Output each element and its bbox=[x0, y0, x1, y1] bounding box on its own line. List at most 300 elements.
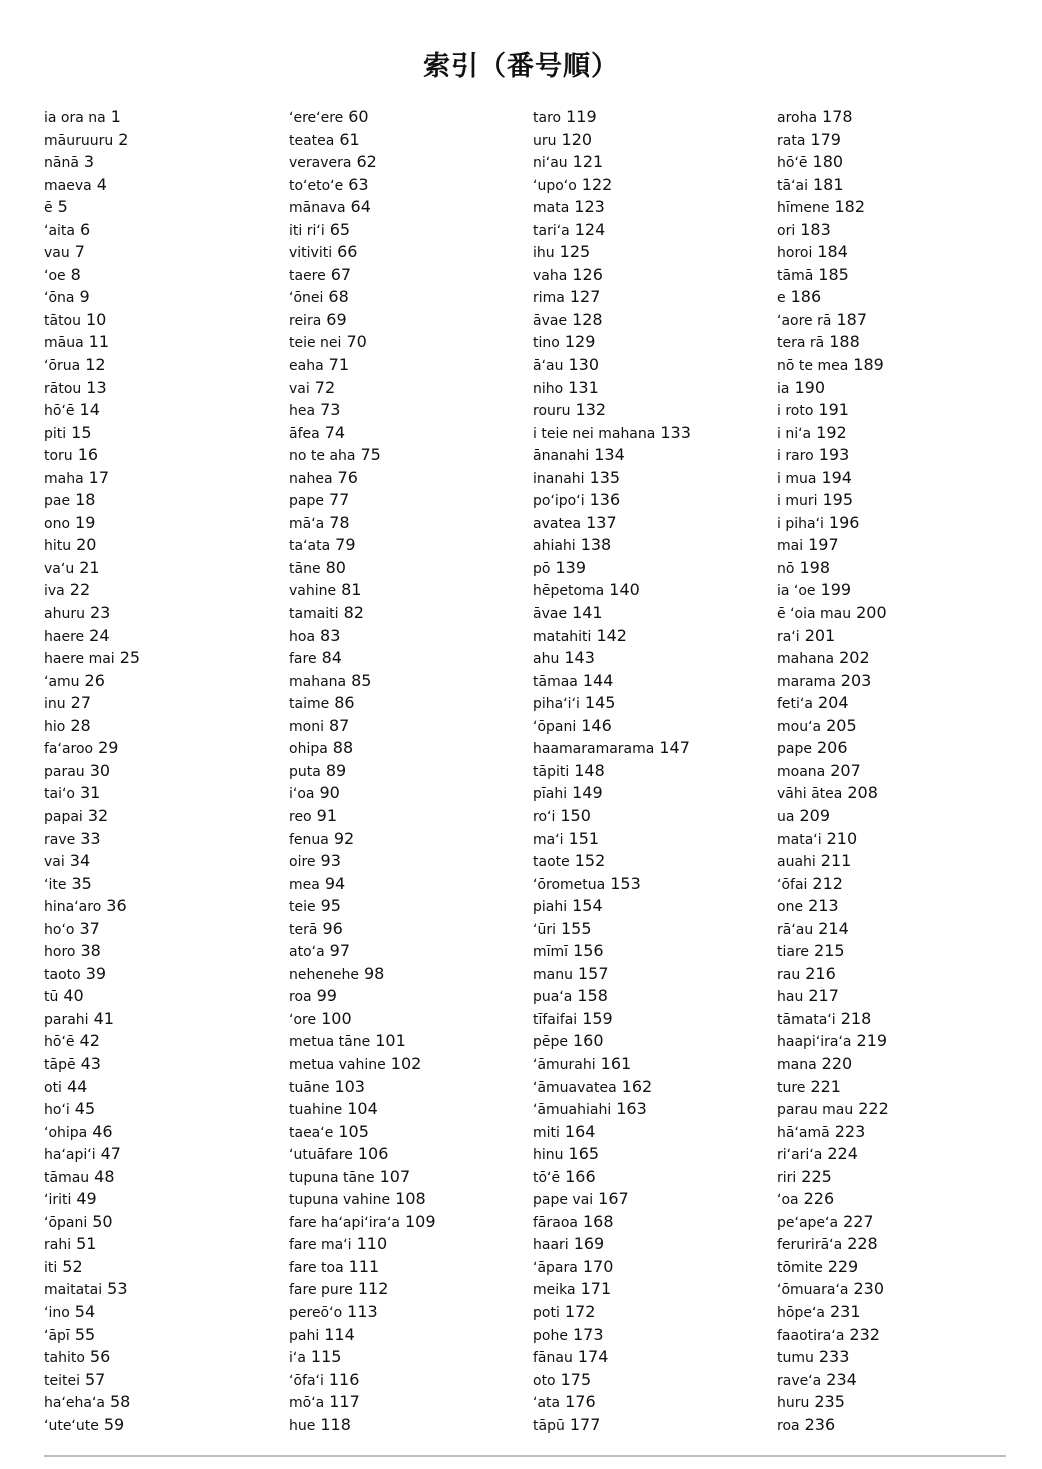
entry-number: 37 bbox=[79, 918, 100, 938]
index-entry bbox=[777, 422, 1021, 445]
entry-word: papai bbox=[44, 808, 83, 825]
entry-word: pereōʻo bbox=[289, 1304, 343, 1321]
entry-word: toʻetoʻe bbox=[289, 177, 344, 194]
entry-word: ʻoa bbox=[777, 1192, 799, 1209]
entry-word: fānau bbox=[533, 1350, 573, 1367]
index-entry bbox=[533, 196, 777, 219]
entry-word: rahi bbox=[44, 1237, 72, 1254]
entry-number: 98 bbox=[363, 963, 385, 983]
index-entry bbox=[777, 805, 1021, 828]
entry-number: 173 bbox=[572, 1324, 604, 1344]
entry-number: 64 bbox=[350, 197, 371, 217]
index-entry bbox=[44, 331, 288, 354]
index-entry bbox=[289, 1098, 533, 1121]
index-entry bbox=[533, 805, 777, 828]
entry-number: 105 bbox=[338, 1121, 369, 1141]
index-entry bbox=[289, 106, 533, 129]
entry-word: pō bbox=[533, 560, 551, 577]
entry-number: 180 bbox=[812, 152, 844, 172]
entry-number: 188 bbox=[829, 332, 860, 352]
index-entry bbox=[533, 241, 777, 264]
entry-number: 77 bbox=[328, 490, 350, 510]
entry-number: 47 bbox=[100, 1144, 121, 1164]
index-entry bbox=[44, 354, 288, 377]
index-entry bbox=[44, 985, 288, 1008]
entry-number: 157 bbox=[577, 963, 609, 983]
entry-number: 20 bbox=[76, 535, 97, 555]
index-entry bbox=[533, 963, 777, 986]
entry-word: ture bbox=[777, 1079, 806, 1096]
index-entry bbox=[533, 737, 777, 760]
entry-word: teitei bbox=[44, 1372, 80, 1389]
index-entry bbox=[289, 1053, 533, 1076]
index-entry bbox=[44, 422, 288, 445]
index-entry bbox=[44, 1008, 288, 1031]
index-entry bbox=[777, 647, 1021, 670]
entry-number: 97 bbox=[329, 941, 351, 961]
entry-number: 230 bbox=[853, 1279, 885, 1299]
entry-number: 34 bbox=[69, 851, 91, 871]
entry-number: 49 bbox=[76, 1189, 97, 1209]
entry-word: tumu bbox=[777, 1350, 814, 1367]
entry-word: hinaʻaro bbox=[44, 899, 102, 916]
index-entry bbox=[44, 895, 288, 918]
index-entry bbox=[289, 422, 533, 445]
index-entry bbox=[44, 377, 288, 400]
index-entry bbox=[44, 1256, 288, 1279]
index-entry bbox=[289, 1188, 533, 1211]
entry-word: ia ora na bbox=[44, 110, 106, 126]
index-entry bbox=[777, 760, 1021, 783]
entry-word: iʻa bbox=[289, 1350, 306, 1367]
index-entry bbox=[44, 579, 288, 602]
entry-number: 171 bbox=[580, 1279, 612, 1299]
entry-number: 43 bbox=[80, 1053, 101, 1073]
index-entry bbox=[533, 1121, 777, 1144]
index-entry bbox=[44, 129, 288, 152]
entry-word: vahine bbox=[289, 583, 337, 600]
entry-number: 152 bbox=[574, 851, 606, 871]
index-entry bbox=[289, 737, 533, 760]
index-entry bbox=[777, 963, 1021, 986]
index-entry bbox=[777, 873, 1021, 896]
index-entry bbox=[289, 219, 533, 242]
index-entry bbox=[533, 512, 777, 535]
entry-number: 202 bbox=[839, 648, 870, 668]
entry-number: 231 bbox=[829, 1301, 861, 1321]
entry-number: 216 bbox=[805, 963, 836, 983]
entry-number: 190 bbox=[794, 377, 826, 397]
entry-word: fare toa bbox=[289, 1259, 344, 1276]
entry-word: horoi bbox=[777, 245, 813, 262]
entry-number: 175 bbox=[560, 1369, 592, 1389]
index-entry bbox=[533, 1211, 777, 1234]
entry-number: 117 bbox=[329, 1392, 360, 1412]
entry-number: 198 bbox=[799, 557, 830, 577]
index-entry bbox=[777, 985, 1021, 1008]
index-entry bbox=[44, 241, 288, 264]
entry-number: 42 bbox=[79, 1031, 100, 1051]
entry-word: piti bbox=[44, 425, 67, 442]
entry-number: 26 bbox=[84, 670, 105, 690]
entry-word: ʻupoʻo bbox=[533, 177, 577, 194]
entry-word: ʻāpī bbox=[44, 1327, 70, 1344]
entry-word: aroha bbox=[777, 110, 818, 126]
entry-number: 111 bbox=[348, 1256, 380, 1276]
entry-number: 210 bbox=[826, 828, 858, 848]
entry-number: 151 bbox=[568, 828, 600, 848]
entry-number: 23 bbox=[89, 603, 111, 623]
index-entry bbox=[533, 1076, 777, 1099]
index-entry bbox=[289, 241, 533, 264]
entry-word: āvae bbox=[533, 606, 568, 623]
index-entry bbox=[289, 692, 533, 715]
entry-word: ʻutuāfare bbox=[289, 1147, 353, 1164]
entry-number: 116 bbox=[328, 1369, 360, 1389]
entry-word: riri bbox=[777, 1169, 797, 1186]
entry-number: 200 bbox=[856, 603, 887, 623]
entry-number: 178 bbox=[822, 107, 853, 126]
index-entry bbox=[777, 399, 1021, 422]
index-entry bbox=[777, 534, 1021, 557]
entry-word: miti bbox=[533, 1124, 560, 1141]
index-entry bbox=[289, 444, 533, 467]
index-entry bbox=[44, 805, 288, 828]
index-entry bbox=[777, 1278, 1021, 1301]
index-entry bbox=[289, 918, 533, 941]
entry-number: 134 bbox=[594, 445, 625, 465]
entry-number: 182 bbox=[834, 197, 866, 217]
index-entry bbox=[777, 737, 1021, 760]
entry-number: 16 bbox=[77, 445, 99, 465]
entry-word: atoʻa bbox=[289, 944, 325, 961]
entry-word: roa bbox=[289, 989, 312, 1006]
entry-number: 205 bbox=[826, 715, 857, 735]
entry-word: ʻōfaʻi bbox=[289, 1372, 324, 1389]
entry-word: mana bbox=[777, 1056, 817, 1073]
entry-number: 24 bbox=[89, 625, 110, 645]
index-entry bbox=[777, 219, 1021, 242]
entry-word: ʻāmurahi bbox=[533, 1056, 596, 1073]
index-entry bbox=[44, 692, 288, 715]
index-entry bbox=[44, 1188, 288, 1211]
entry-number: 84 bbox=[321, 648, 342, 668]
index-entry bbox=[289, 196, 533, 219]
index-entry bbox=[289, 985, 533, 1008]
entry-word: uru bbox=[533, 132, 557, 149]
index-entry bbox=[777, 331, 1021, 354]
entry-word: fenua bbox=[289, 831, 329, 848]
entry-word: auahi bbox=[777, 854, 816, 871]
entry-number: 227 bbox=[843, 1211, 874, 1231]
entry-word: maʻi bbox=[533, 831, 564, 848]
entry-number: 103 bbox=[334, 1076, 365, 1096]
entry-word: i raro bbox=[777, 448, 814, 465]
index-entry bbox=[44, 106, 288, 129]
entry-number: 92 bbox=[333, 828, 355, 848]
entry-word: vai bbox=[289, 380, 310, 397]
entry-word: horo bbox=[44, 944, 76, 961]
entry-number: 100 bbox=[321, 1008, 352, 1028]
entry-number: 78 bbox=[329, 512, 350, 532]
entry-word: mahana bbox=[289, 673, 347, 690]
entry-number: 172 bbox=[564, 1301, 596, 1321]
entry-word: māuruuru bbox=[44, 132, 114, 149]
entry-word: ori bbox=[777, 222, 796, 239]
entry-word: maha bbox=[44, 470, 84, 487]
entry-word: pape vai bbox=[533, 1192, 594, 1209]
entry-number: 225 bbox=[801, 1166, 832, 1186]
index-entry bbox=[533, 1098, 777, 1121]
entry-word: rouru bbox=[533, 403, 571, 420]
entry-word: faʻaroo bbox=[44, 741, 94, 758]
entry-word: nō bbox=[777, 560, 795, 577]
index-entry bbox=[44, 602, 288, 625]
entry-number: 194 bbox=[821, 467, 852, 487]
entry-number: 79 bbox=[335, 535, 356, 555]
index-entry bbox=[289, 625, 533, 648]
entry-number: 139 bbox=[555, 557, 586, 577]
index-entry bbox=[777, 1098, 1021, 1121]
index-entry bbox=[533, 399, 777, 422]
entry-number: 129 bbox=[564, 332, 596, 352]
entry-word: hoa bbox=[289, 628, 316, 645]
entry-number: 39 bbox=[85, 963, 107, 983]
entry-number: 130 bbox=[568, 355, 600, 375]
index-entry bbox=[777, 129, 1021, 152]
entry-word: ahu bbox=[533, 651, 560, 668]
entry-number: 71 bbox=[328, 355, 350, 375]
entry-number: 213 bbox=[808, 896, 839, 916]
entry-word: rave bbox=[44, 831, 76, 848]
entry-number: 66 bbox=[337, 242, 358, 262]
entry-word: tāmā bbox=[777, 267, 814, 284]
entry-word: mōʻa bbox=[289, 1395, 325, 1412]
entry-number: 8 bbox=[70, 264, 81, 284]
entry-word: haari bbox=[533, 1237, 569, 1254]
entry-number: 58 bbox=[110, 1392, 131, 1412]
entry-number: 14 bbox=[79, 400, 100, 420]
index-entry bbox=[289, 1256, 533, 1279]
entry-word: pohe bbox=[533, 1327, 568, 1344]
index-entry bbox=[533, 940, 777, 963]
entry-word: ia bbox=[777, 380, 790, 397]
index-entry bbox=[289, 534, 533, 557]
entry-word: faaotiraʻa bbox=[777, 1327, 845, 1344]
entry-number: 122 bbox=[581, 174, 613, 194]
entry-number: 82 bbox=[343, 603, 364, 623]
entry-word: nahea bbox=[289, 470, 333, 487]
entry-word: i teie nei mahana bbox=[533, 425, 656, 442]
entry-word: i niʻa bbox=[777, 425, 812, 442]
entry-word: hea bbox=[289, 403, 316, 420]
entry-number: 132 bbox=[575, 400, 607, 420]
entry-number: 177 bbox=[569, 1414, 601, 1434]
index-entry bbox=[44, 760, 288, 783]
entry-number: 221 bbox=[810, 1076, 841, 1096]
entry-word: poʻipoʻi bbox=[533, 493, 585, 510]
index-entry bbox=[289, 399, 533, 422]
entry-word: tōʻē bbox=[533, 1169, 561, 1186]
index-entry bbox=[289, 647, 533, 670]
index-entry bbox=[533, 1369, 777, 1392]
index-entry bbox=[777, 1008, 1021, 1031]
index-entry bbox=[44, 850, 288, 873]
index-entry bbox=[777, 106, 1021, 129]
entry-number: 93 bbox=[320, 851, 341, 871]
entry-number: 135 bbox=[589, 467, 621, 487]
entry-number: 5 bbox=[57, 197, 68, 217]
index-entry bbox=[289, 940, 533, 963]
entry-number: 4 bbox=[96, 174, 107, 194]
index-entry bbox=[44, 873, 288, 896]
entry-word: vitiviti bbox=[289, 245, 333, 262]
entry-number: 206 bbox=[816, 738, 848, 758]
entry-number: 120 bbox=[561, 129, 593, 149]
entry-number: 133 bbox=[660, 422, 691, 442]
index-entry bbox=[289, 151, 533, 174]
entry-word: tāpū bbox=[533, 1417, 565, 1434]
entry-number: 220 bbox=[821, 1053, 853, 1073]
entry-number: 187 bbox=[836, 309, 867, 329]
entry-word: rima bbox=[533, 290, 565, 307]
index-entry bbox=[533, 1256, 777, 1279]
entry-word: ʻereʻere bbox=[289, 110, 344, 126]
entry-number: 136 bbox=[589, 490, 621, 510]
index-entry bbox=[44, 1414, 288, 1437]
entry-number: 106 bbox=[357, 1144, 389, 1164]
entry-number: 199 bbox=[820, 580, 852, 600]
entry-number: 223 bbox=[834, 1121, 866, 1141]
entry-number: 196 bbox=[828, 512, 860, 532]
index-entry bbox=[289, 467, 533, 490]
entry-number: 114 bbox=[324, 1324, 355, 1344]
entry-number: 208 bbox=[847, 783, 878, 803]
entry-number: 169 bbox=[573, 1234, 605, 1254]
index-entry bbox=[533, 692, 777, 715]
entry-number: 48 bbox=[94, 1166, 115, 1186]
entry-number: 146 bbox=[581, 715, 612, 735]
index-entry bbox=[44, 219, 288, 242]
entry-number: 170 bbox=[582, 1256, 614, 1276]
entry-word: mahana bbox=[777, 651, 835, 668]
entry-word: pihaʻiʻi bbox=[533, 696, 580, 713]
index-entry bbox=[44, 940, 288, 963]
entry-number: 80 bbox=[325, 557, 346, 577]
index-entry bbox=[777, 512, 1021, 535]
entry-word: ʻōna bbox=[44, 290, 75, 307]
entry-word: hue bbox=[289, 1417, 316, 1434]
entry-number: 159 bbox=[582, 1008, 613, 1028]
entry-number: 19 bbox=[75, 512, 96, 532]
entry-word: taime bbox=[289, 696, 330, 713]
entry-word: puaʻa bbox=[533, 989, 573, 1006]
entry-word: haere bbox=[44, 628, 85, 645]
entry-word: hāʻamā bbox=[777, 1124, 830, 1141]
entry-word: ʻōrua bbox=[44, 358, 81, 375]
entry-number: 149 bbox=[572, 783, 603, 803]
entry-word: mataʻi bbox=[777, 831, 822, 848]
entry-word: terā bbox=[289, 921, 318, 938]
entry-number: 156 bbox=[573, 941, 604, 961]
entry-number: 186 bbox=[790, 287, 822, 307]
entry-number: 224 bbox=[827, 1144, 858, 1164]
entry-word: fare bbox=[289, 651, 317, 668]
entry-word: ʻaita bbox=[44, 222, 75, 239]
entry-word: matahiti bbox=[533, 628, 592, 645]
index-entry bbox=[44, 963, 288, 986]
index-entry bbox=[44, 1391, 288, 1414]
index-entry bbox=[777, 782, 1021, 805]
index-entry bbox=[777, 1188, 1021, 1211]
entry-number: 145 bbox=[584, 693, 616, 713]
entry-number: 70 bbox=[346, 332, 367, 352]
index-entry bbox=[777, 286, 1021, 309]
index-entry bbox=[44, 467, 288, 490]
index-entry bbox=[777, 1256, 1021, 1279]
entry-word: meika bbox=[533, 1282, 576, 1299]
index-entry bbox=[289, 1076, 533, 1099]
entry-word: ʻōfai bbox=[777, 876, 808, 893]
index-entry bbox=[44, 1121, 288, 1144]
entry-number: 219 bbox=[856, 1031, 888, 1051]
entry-word: hōʻē bbox=[777, 155, 808, 172]
index-entry bbox=[289, 1414, 533, 1437]
entry-word: ʻāpara bbox=[533, 1259, 578, 1276]
index-entry bbox=[533, 715, 777, 738]
index-entry bbox=[289, 782, 533, 805]
entry-number: 109 bbox=[404, 1211, 436, 1231]
index-entry bbox=[533, 1324, 777, 1347]
entry-number: 185 bbox=[818, 264, 849, 284]
index-entry bbox=[533, 1391, 777, 1414]
entry-word: oti bbox=[44, 1079, 62, 1096]
entry-word: ua bbox=[777, 808, 795, 825]
index-entry bbox=[289, 602, 533, 625]
entry-word: hoʻo bbox=[44, 921, 75, 938]
entry-word: ʻamu bbox=[44, 673, 80, 690]
entry-word: ʻōpani bbox=[44, 1214, 88, 1231]
entry-word: metua vahine bbox=[289, 1056, 386, 1073]
index-entry bbox=[533, 1143, 777, 1166]
index-entry bbox=[289, 873, 533, 896]
index-entry bbox=[289, 331, 533, 354]
entry-number: 29 bbox=[98, 738, 119, 758]
entry-number: 119 bbox=[566, 107, 597, 126]
index-entry bbox=[777, 1369, 1021, 1392]
index-entry bbox=[533, 444, 777, 467]
entry-number: 121 bbox=[572, 152, 604, 172]
entry-number: 104 bbox=[347, 1099, 378, 1119]
entry-number: 10 bbox=[86, 309, 107, 329]
index-entry bbox=[289, 579, 533, 602]
entry-word: veravera bbox=[289, 155, 352, 172]
entry-word: hio bbox=[44, 718, 66, 735]
index-entry bbox=[44, 534, 288, 557]
entry-number: 95 bbox=[320, 896, 341, 916]
entry-word: peʻapeʻa bbox=[777, 1214, 839, 1231]
entry-number: 164 bbox=[564, 1121, 596, 1141]
entry-number: 161 bbox=[600, 1053, 632, 1073]
entry-number: 55 bbox=[74, 1324, 96, 1344]
entry-word: roa bbox=[777, 1417, 800, 1434]
index-entry bbox=[44, 625, 288, 648]
entry-word: ono bbox=[44, 515, 71, 532]
entry-word: māʻa bbox=[289, 515, 325, 532]
index-entry bbox=[44, 557, 288, 580]
entry-word: ihu bbox=[533, 245, 555, 262]
index-entry bbox=[44, 151, 288, 174]
